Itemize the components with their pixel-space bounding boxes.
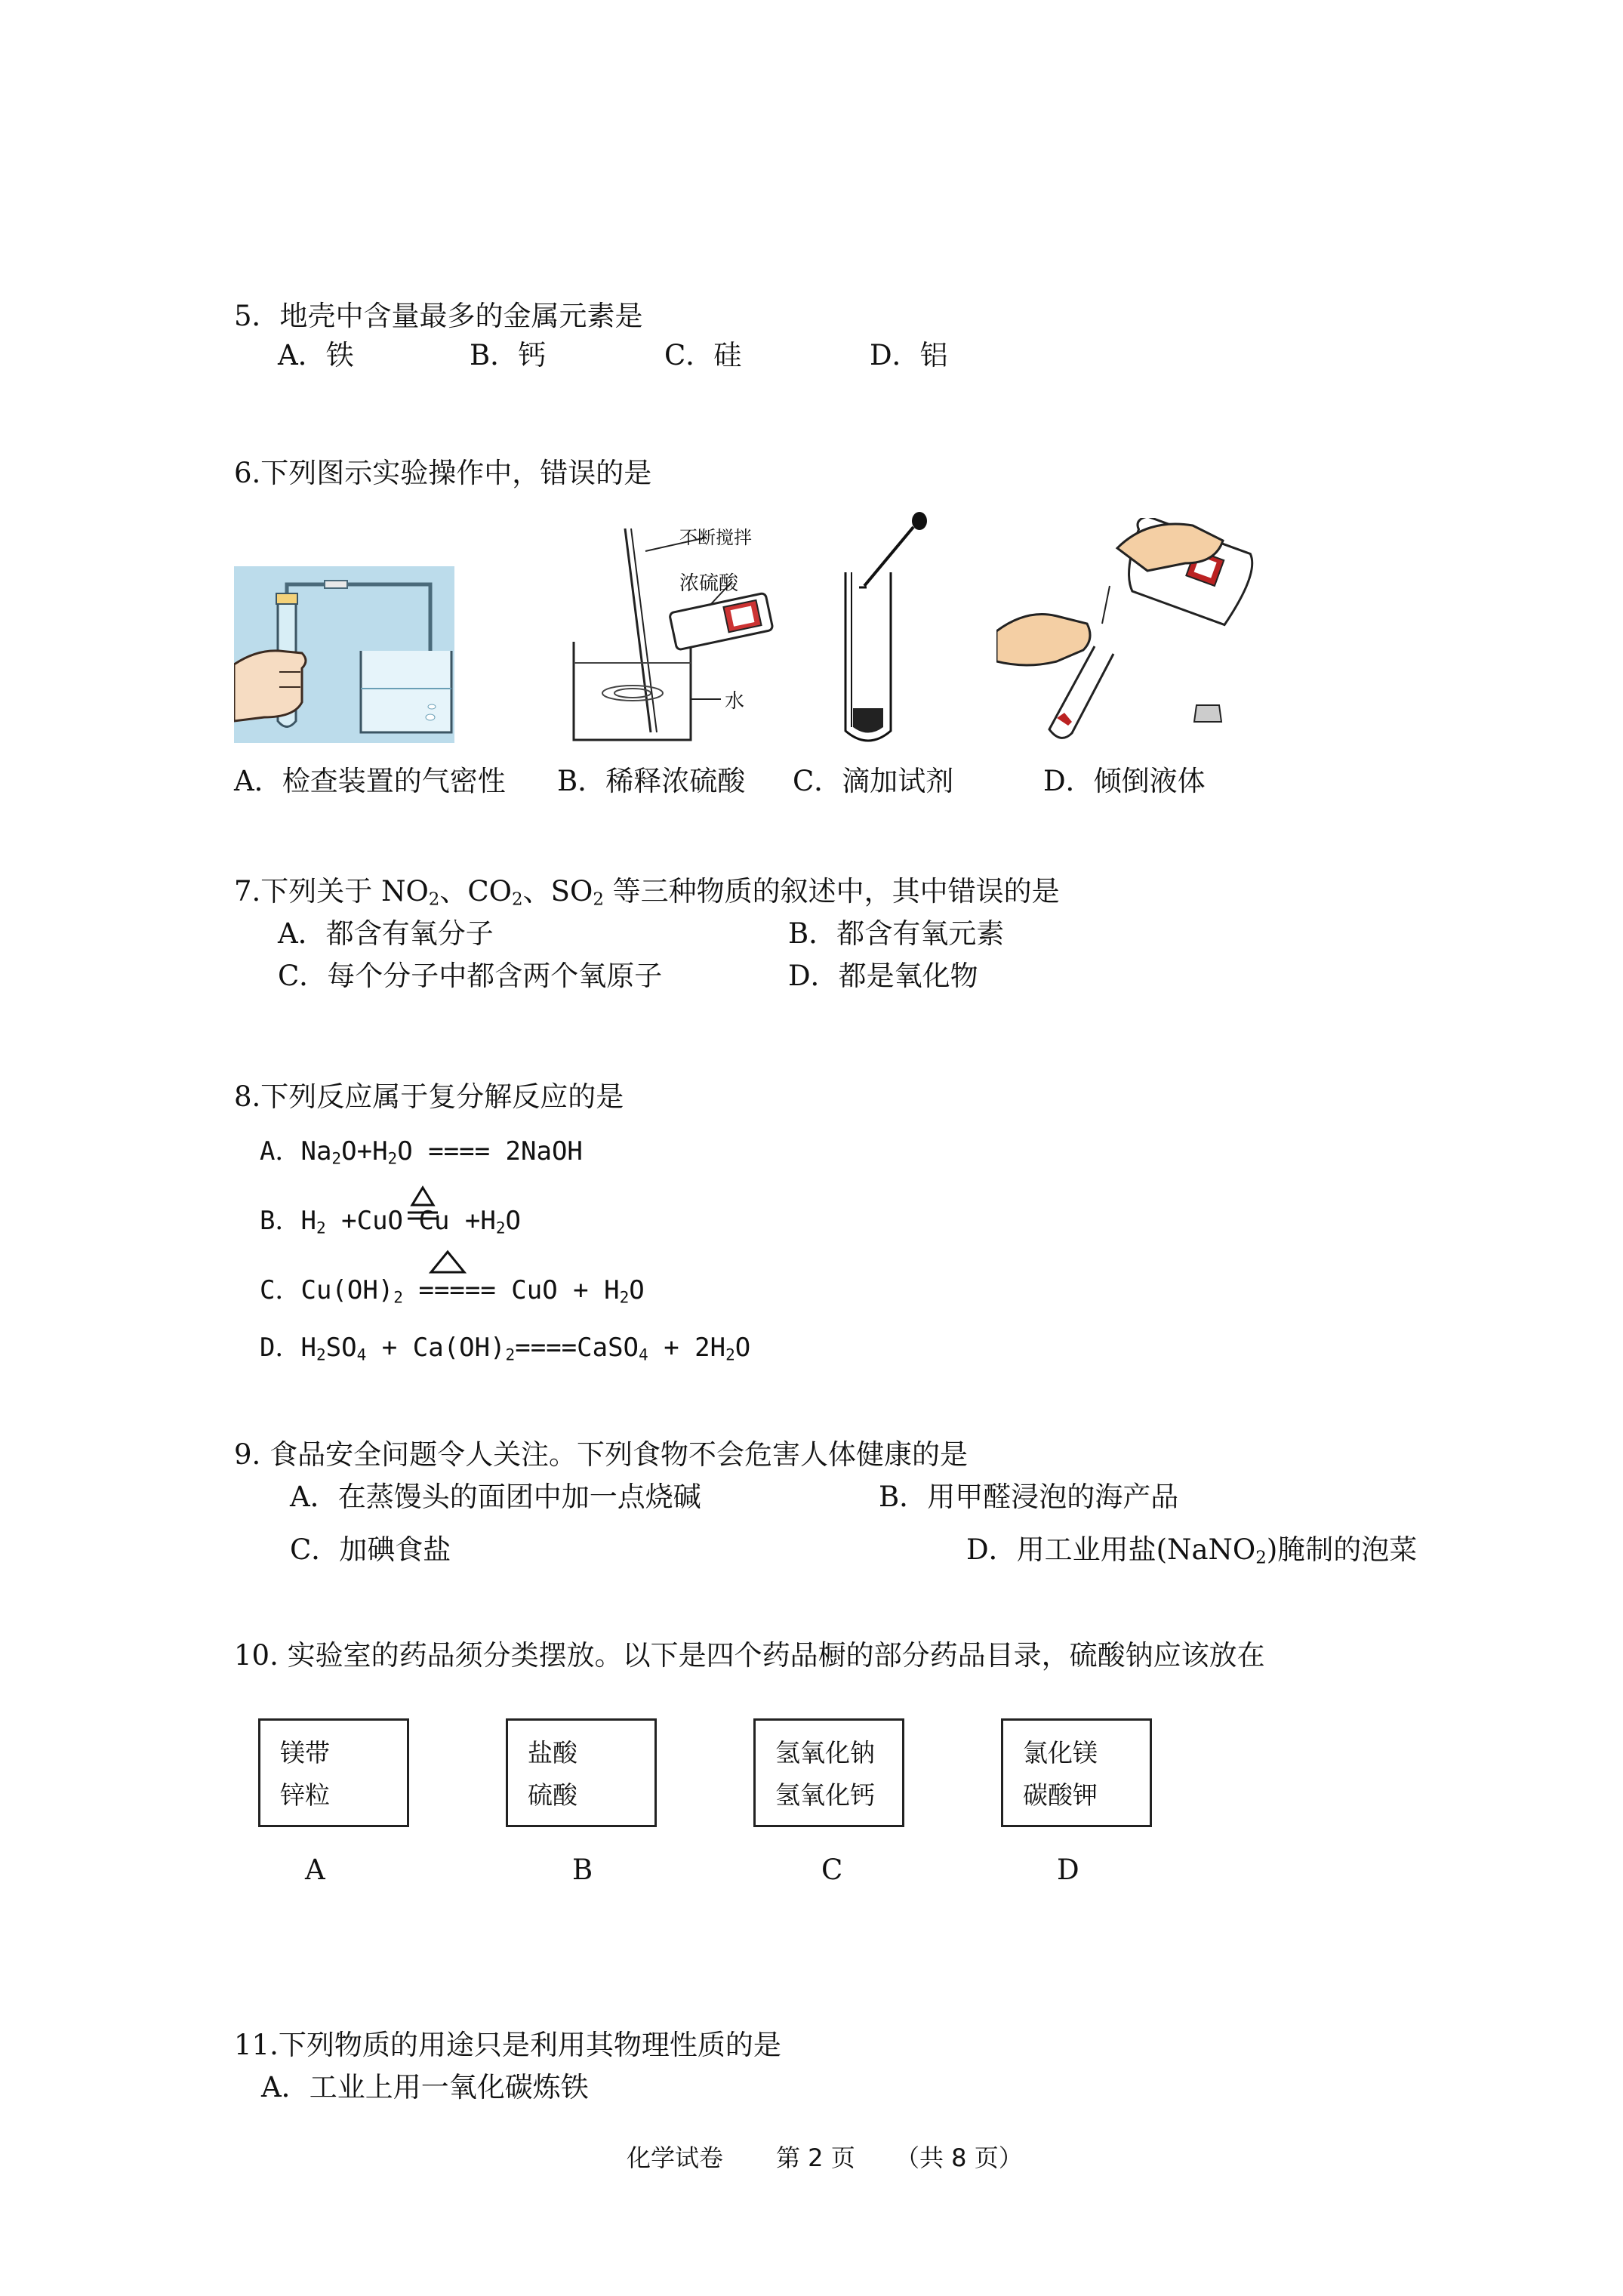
- fig-b-label-stir: 不断搅拌: [679, 527, 752, 548]
- heat-triangle-icon: [427, 1250, 469, 1275]
- cabinet-d-item-2: 碳酸钾: [1023, 1780, 1098, 1810]
- cabinet-a-item-1: 镁带: [280, 1738, 330, 1767]
- q11-option-a: A．工业上用一氧化碳炼铁: [261, 2071, 589, 2103]
- footer-subject: 化学试卷: [627, 2143, 724, 2172]
- q5-option-b: B．钙: [470, 339, 547, 371]
- dropper-figure: [830, 512, 936, 750]
- cabinet-c-item-1: 氢氧化钠: [775, 1738, 875, 1767]
- q6-option-d: D．倾倒液体: [1043, 765, 1206, 797]
- q8-option-b: B．$H_2 +CuO$ $Cu +H_2O$: [260, 1206, 522, 1237]
- cabinet-a-item-2: 锌粒: [280, 1780, 330, 1810]
- airtightness-check-figure: [234, 566, 454, 743]
- cabinet-b: [506, 1718, 657, 1827]
- q6-stem: 6.下列图示实验操作中，错误的是: [234, 457, 652, 489]
- footer-total: （共 8 页）: [895, 2143, 1023, 2172]
- q8-option-a: A．$Na_2O+H_2O$ ==== 2NaOH: [260, 1136, 583, 1168]
- cabinet-c-item-2: 氢氧化钙: [775, 1780, 875, 1810]
- q8-option-d: D．$H_2SO_4$ + $Ca(OH)_2====CaSO_4 + 2H_2O$: [260, 1333, 751, 1364]
- cabinet-d-item-1: 氯化镁: [1023, 1738, 1098, 1767]
- cabinet-d: [1001, 1718, 1152, 1827]
- cabinet-d-label: D: [1057, 1854, 1079, 1886]
- q8-option-c: C．$Cu(OH)_2$ ===== CuO + $H_2O$: [260, 1275, 645, 1307]
- q6-option-a: A．检查装置的气密性: [234, 765, 506, 797]
- q6-option-b: B．稀释浓硫酸: [557, 765, 746, 797]
- heat-triangle-icon: [406, 1185, 439, 1228]
- q9-stem: 9. 食品安全问题令人关注。下列食物不会危害人体健康的是: [234, 1438, 969, 1471]
- q5-stem: 5．地壳中含量最多的金属元素是: [234, 300, 643, 332]
- q5-option-c: C．硅: [664, 339, 742, 371]
- q8-stem: 8.下列反应属于复分解反应的是: [234, 1080, 624, 1113]
- q6-option-c: C．滴加试剂: [793, 765, 954, 797]
- fig-b-label-acid: 浓硫酸: [679, 572, 739, 595]
- cabinet-b-item-1: 盐酸: [528, 1738, 577, 1767]
- q9-option-d: D．用工业用盐(NaNO$_2$)腌制的泡菜: [966, 1533, 1418, 1568]
- q7-option-a: A．都含有氧分子: [278, 917, 494, 950]
- q9-option-b: B．用甲醛浸泡的海产品: [879, 1481, 1179, 1513]
- q9-option-c: C．加碘食盐: [290, 1533, 451, 1566]
- footer-page: 第 2 页: [776, 2143, 855, 2172]
- q7-option-d: D．都是氧化物: [788, 960, 978, 992]
- q5-option-a: A．铁: [278, 339, 354, 371]
- q10-stem: 10. 实验室的药品须分类摆放。以下是四个药品橱的部分药品目录，硫酸钠应该放在: [234, 1639, 1265, 1672]
- q7-stem: 7.下列关于 $NO_2$、$CO_2$、$SO_2$ 等三种物质的叙述中，其中错误的是: [234, 875, 1060, 910]
- pouring-liquid-figure: [996, 518, 1268, 744]
- fig-b-label-water: 水: [725, 690, 745, 713]
- cabinet-a: [258, 1718, 409, 1827]
- cabinet-a-label: A: [305, 1854, 325, 1886]
- cabinet-b-item-2: 硫酸: [528, 1780, 577, 1810]
- q5-option-d: D．铝: [870, 339, 948, 371]
- cabinet-b-label: B: [572, 1854, 593, 1886]
- q9-option-a: A．在蒸馒头的面团中加一点烧碱: [290, 1481, 701, 1513]
- cabinet-c-label: C: [821, 1854, 843, 1886]
- q7-option-c: C．每个分子中都含两个氧原子: [278, 960, 663, 992]
- dilute-sulfuric-acid-figure: [559, 521, 778, 747]
- q7-option-b: B．都含有氧元素: [788, 917, 1005, 950]
- cabinet-c: [753, 1718, 904, 1827]
- q11-stem: 11.下列物质的用途只是利用其物理性质的是: [234, 2029, 781, 2061]
